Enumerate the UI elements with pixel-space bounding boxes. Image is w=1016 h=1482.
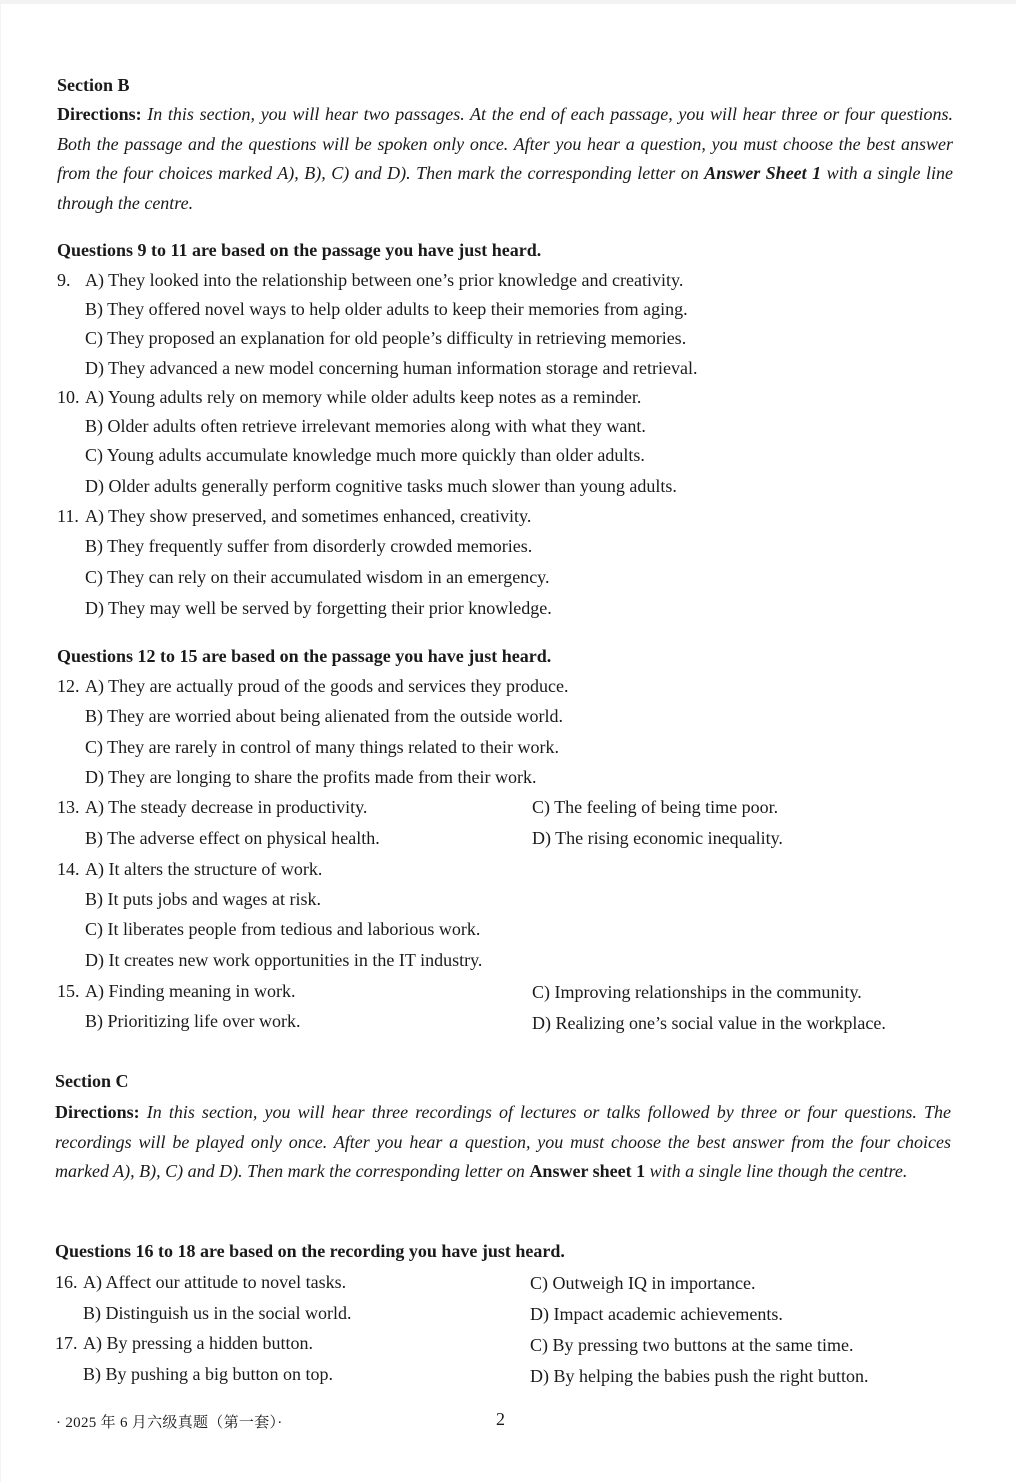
option-15b: B) Prioritizing life over work. xyxy=(85,1011,301,1031)
option-13a: A) The steady decrease in productivity. xyxy=(85,797,368,817)
question-14 xyxy=(57,859,80,880)
section-b-directions xyxy=(57,100,953,219)
option-11b: B) They frequently suffer from disorderly crowded memories. xyxy=(85,536,533,556)
option-9c: C) They proposed an explanation for old people’s difficulty in retrieving memories. xyxy=(85,328,687,348)
option-17b: B) By pushing a big button on top. xyxy=(83,1364,334,1384)
question-number: 16. xyxy=(55,1272,78,1292)
option-15c: C) Improving relationships in the community. xyxy=(532,982,862,1002)
option-14a: A) It alters the structure of work. xyxy=(85,859,323,879)
option-12b: B) They are worried about being alienated from the outside world. xyxy=(85,706,564,726)
option-16d: D) Impact academic achievements. xyxy=(530,1304,783,1324)
option-14c: C) It liberates people from tedious and laborious work. xyxy=(85,919,481,939)
question-15 xyxy=(57,981,80,1002)
section-c-directions xyxy=(55,1098,951,1187)
question-number: 15. xyxy=(57,981,80,1001)
section-c-title: Section C xyxy=(55,1071,129,1091)
question-group-heading: Questions 16 to 18 are based on the recording you have just heard. xyxy=(55,1241,565,1261)
directions-label: Directions: xyxy=(57,104,142,124)
directions-text: In this section, you will hear two passages. At the end of each passage, you will hear three or four questions. Both the passage and the questions will be spoken only once. After you hear a question, you must choose the best answer from the four choices marked A), B), C) and D). Then mark the corresponding letter on xyxy=(57,104,953,184)
option-12c: C) They are rarely in control of many things related to their work. xyxy=(85,737,560,757)
option-10a: A) Young adults rely on memory while older adults keep notes as a reminder. xyxy=(85,387,642,407)
option-12d: D) They are longing to share the profits made from their work. xyxy=(85,767,537,787)
page-number: 2 xyxy=(496,1409,505,1429)
option-17c: C) By pressing two buttons at the same time. xyxy=(530,1335,854,1355)
option-11c: C) They can rely on their accumulated wisdom in an emergency. xyxy=(85,567,550,587)
option-9d: D) They advanced a new model concerning human information storage and retrieval. xyxy=(85,358,698,378)
question-number: 9. xyxy=(57,270,71,290)
option-11a: A) They show preserved, and sometimes enhanced, creativity. xyxy=(85,506,532,526)
option-14b: B) It puts jobs and wages at risk. xyxy=(85,889,321,909)
question-group-heading: Questions 9 to 11 are based on the passage you have just heard. xyxy=(57,240,542,260)
question-number: 11. xyxy=(57,506,79,526)
question-number: 12. xyxy=(57,676,80,696)
option-13b: B) The adverse effect on physical health. xyxy=(85,828,380,848)
answer-sheet-label: Answer sheet 1 xyxy=(529,1161,646,1182)
section-b-title: Section B xyxy=(57,75,130,95)
option-17a: A) By pressing a hidden button. xyxy=(83,1333,313,1353)
question-11 xyxy=(57,506,79,527)
option-16b: B) Distinguish us in the social world. xyxy=(83,1303,352,1323)
directions-text: In this section, you will hear three recordings of lectures or talks followed by three or four questions. The recordings will be played only once. After you hear a question, you must choose the best answer from the four choices marked A), B), C) and D). Then mark the corresponding letter on xyxy=(55,1102,951,1182)
option-13c: C) The feeling of being time poor. xyxy=(532,797,779,817)
question-number: 17. xyxy=(55,1333,78,1353)
option-11d: D) They may well be served by forgetting their prior knowledge. xyxy=(85,598,552,618)
question-number: 10. xyxy=(57,387,80,407)
option-10c: C) Young adults accumulate knowledge much more quickly than older adults. xyxy=(85,445,645,465)
option-15a: A) Finding meaning in work. xyxy=(85,981,296,1001)
option-17d: D) By helping the babies push the right button. xyxy=(530,1366,869,1386)
footer-exam-label: · 2025 年 6 月六级真题（第一套）· xyxy=(56,1415,283,1431)
option-10d: D) Older adults generally perform cognitive tasks much slower than young adults. xyxy=(85,476,677,496)
exam-page xyxy=(1,4,1016,1482)
option-15d: D) Realizing one’s social value in the workplace. xyxy=(532,1013,886,1033)
directions-label: Directions: xyxy=(55,1102,140,1122)
question-number: 13. xyxy=(57,797,80,817)
option-12a: A) They are actually proud of the goods and services they produce. xyxy=(85,676,569,696)
question-13 xyxy=(57,797,80,818)
answer-sheet-label: Answer Sheet 1 xyxy=(704,163,822,184)
option-13d: D) The rising economic inequality. xyxy=(532,828,783,848)
question-group-heading: Questions 12 to 15 are based on the passage you have just heard. xyxy=(57,646,552,666)
directions-text-end: with a single line though the centre. xyxy=(645,1161,908,1182)
question-9 xyxy=(57,270,71,291)
question-17 xyxy=(55,1333,78,1354)
question-10 xyxy=(57,387,80,408)
directions-text-end: with a single line through the centre. xyxy=(57,163,953,214)
option-14d: D) It creates new work opportunities in the IT industry. xyxy=(85,950,483,970)
option-16a: A) Affect our attitude to novel tasks. xyxy=(83,1272,347,1292)
question-12 xyxy=(57,676,80,697)
option-9b: B) They offered novel ways to help older adults to keep their memories from aging. xyxy=(85,299,688,319)
option-9a: A) They looked into the relationship between one’s prior knowledge and creativity. xyxy=(85,270,684,290)
option-10b: B) Older adults often retrieve irrelevant memories along with what they want. xyxy=(85,416,646,436)
option-16c: C) Outweigh IQ in importance. xyxy=(530,1273,756,1293)
question-16 xyxy=(55,1272,78,1293)
question-number: 14. xyxy=(57,859,80,879)
